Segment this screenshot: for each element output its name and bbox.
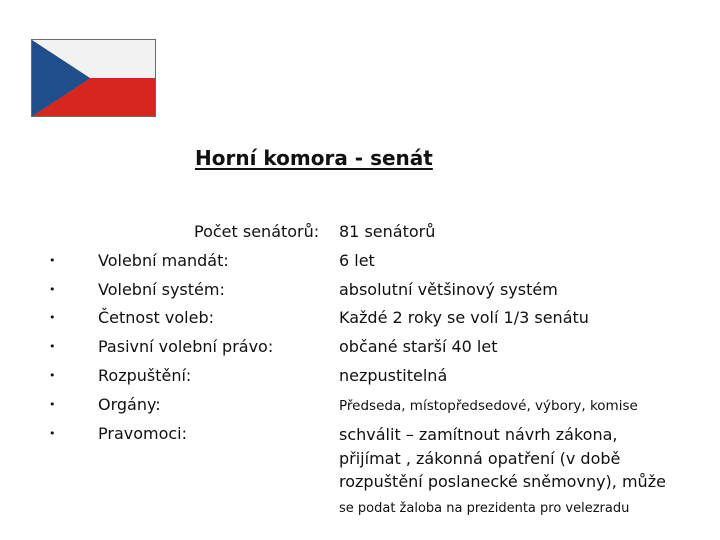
row-label-electoral-system: Volební systém:	[98, 280, 225, 299]
row-label-powers: Pravomoci:	[98, 424, 188, 443]
row-value-bodies: Předseda, místopředsedové, výbory, komise	[339, 398, 638, 414]
row-value-dissolution: nezpustitelná	[339, 366, 448, 385]
row-label-election-frequency: Četnost voleb:	[98, 308, 215, 327]
powers-line-2: přijímat , zákonná opatření (v době	[339, 448, 621, 468]
bullet-7: •	[49, 427, 56, 440]
bullet-4: •	[49, 340, 56, 353]
bullet-2: •	[49, 283, 56, 296]
powers-line-4: se podat žaloba na prezidenta pro velezradu	[339, 500, 630, 516]
bullet-3: •	[49, 311, 56, 324]
row-value-powers	[339, 423, 666, 520]
row-value-senator-count: 81 senátorů	[339, 222, 436, 241]
page-title: Horní komora - senát	[195, 146, 433, 170]
row-value-passive-suffrage: občané starší 40 let	[339, 337, 498, 356]
row-label-bodies: Orgány:	[98, 395, 161, 414]
bullet-1: •	[49, 254, 56, 267]
row-label-senator-count: Počet senátorů:	[194, 222, 320, 241]
powers-line-3: rozpuštění poslanecké sněmovny), může	[339, 472, 666, 491]
czech-flag-graphic	[32, 40, 155, 116]
row-label-dissolution: Rozpuštění:	[98, 366, 192, 385]
row-value-election-frequency: Každé 2 roky se volí 1/3 senátu	[339, 308, 589, 327]
row-label-mandate: Volební mandát:	[98, 251, 229, 270]
row-label-passive-suffrage: Pasivní volební právo:	[98, 337, 274, 356]
row-value-electoral-system: absolutní většinový systém	[339, 280, 558, 299]
czech-flag-image	[31, 39, 156, 117]
bullet-5: •	[49, 369, 56, 382]
row-value-mandate: 6 let	[339, 251, 375, 270]
bullet-6: •	[49, 398, 56, 411]
powers-line-1: schválit – zamítnout návrh zákona,	[339, 425, 618, 444]
